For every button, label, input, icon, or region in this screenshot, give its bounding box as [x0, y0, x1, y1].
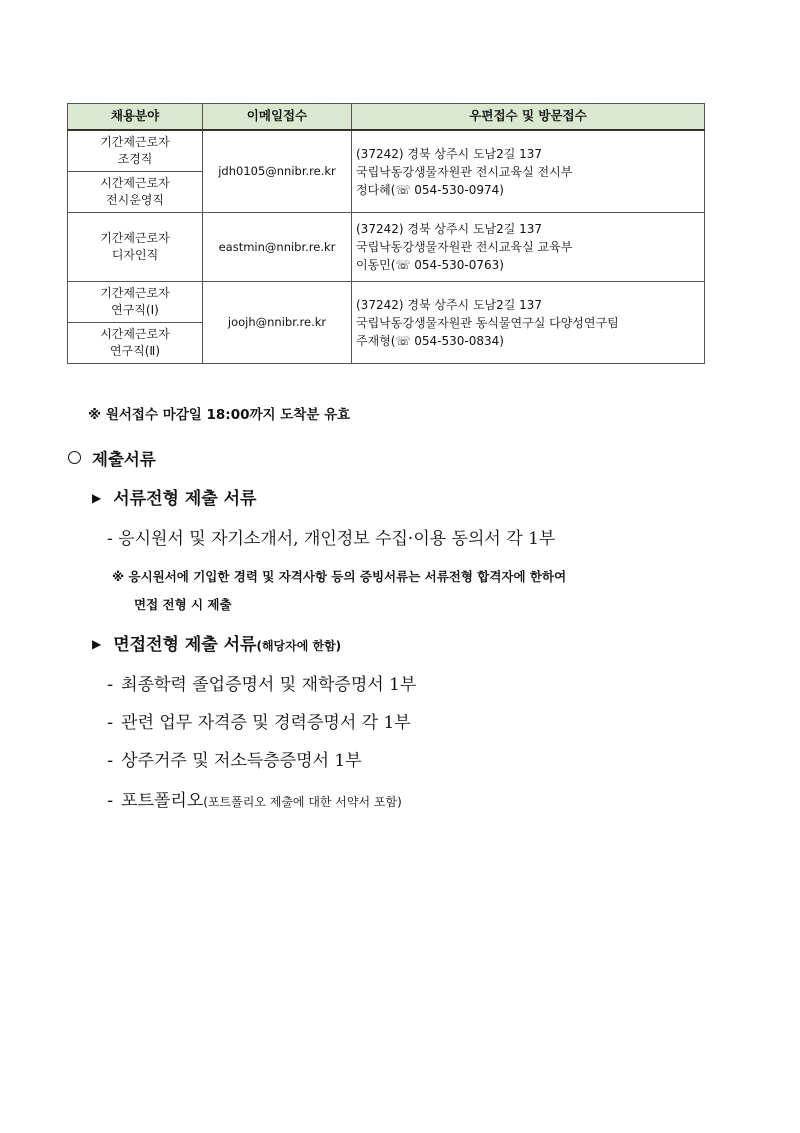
address-line: 국립낙동강생물자원관 동식물연구실 다양성연구팀	[356, 315, 619, 330]
header-field: 채용분야	[68, 104, 203, 131]
address-line: (37242) 경북 상주시 도남2길 137	[356, 146, 543, 161]
section-title-text: 제출서류	[92, 450, 156, 469]
address-cell	[352, 130, 705, 213]
field-cell	[68, 213, 203, 282]
field-line: 기간제근로자	[100, 134, 170, 149]
table-header-row	[68, 104, 705, 131]
interview-item-text: 관련 업무 자격증 및 경력증명서 각 1부	[121, 713, 411, 733]
address-cell	[352, 282, 705, 364]
field-cell	[68, 282, 203, 323]
field-line: 디자인직	[111, 248, 159, 262]
table-row	[68, 130, 705, 172]
field-line: 전시운영직	[106, 193, 164, 207]
interview-item-text: 최종학력 졸업증명서 및 재학증명서 1부	[121, 675, 417, 695]
doc-screening-heading	[92, 484, 256, 509]
deadline-note: ※ 원서접수 마감일 18:00까지 도착분 유효	[88, 407, 351, 423]
table-row	[68, 282, 705, 323]
field-cell	[68, 172, 203, 213]
note-line: ※ 응시원서에 기입한 경력 및 자격사항 등의 증빙서류는 서류전형 합격자에 한하여	[112, 569, 567, 584]
portfolio-text: 포트폴리오	[121, 791, 204, 811]
field-line: 시간제근로자	[100, 175, 170, 190]
header-email: 이메일접수	[203, 104, 352, 131]
header-mail-visit: 우편접수 및 방문접수	[352, 104, 705, 131]
doc-screening-title: 서류전형 제출 서류	[113, 489, 257, 509]
interview-heading	[92, 630, 341, 655]
interview-item: - 관련 업무 자격증 및 경력증명서 각 1부	[107, 713, 411, 733]
address-line: (37242) 경북 상주시 도남2길 137	[356, 222, 543, 236]
contact-line: 정다혜(☏ 054-530-0974)	[356, 182, 504, 197]
circle-bullet-icon	[68, 451, 81, 464]
triangle-bullet-icon: ▶	[92, 491, 102, 505]
section-title	[68, 446, 156, 470]
field-line: 기간제근로자	[100, 285, 170, 300]
interview-item: - 포트폴리오(포트폴리오 제출에 대한 서약서 포함)	[107, 791, 402, 811]
field-line: 기간제근로자	[100, 230, 170, 245]
field-line: 연구직(Ⅰ)	[111, 303, 159, 317]
interview-title-suffix: (해당자에 한함)	[256, 639, 342, 653]
address-cell	[352, 213, 705, 282]
triangle-bullet-icon: ▶	[92, 637, 102, 651]
email-cell: jdh0105@nnibr.re.kr	[203, 130, 352, 213]
interview-item: - 상주거주 및 저소득층증명서 1부	[107, 751, 362, 771]
field-line: 시간제근로자	[100, 326, 170, 341]
field-line: 연구직(Ⅱ)	[109, 344, 161, 358]
doc-screening-item: - 응시원서 및 자기소개서, 개인정보 수집·이용 동의서 각 1부	[107, 529, 556, 549]
field-cell	[68, 323, 203, 364]
interview-title: 면접전형 제출 서류	[113, 635, 257, 655]
email-cell: joojh@nnibr.re.kr	[203, 282, 352, 364]
application-table	[67, 103, 705, 364]
contact-line: 이동민(☏ 054-530-0763)	[356, 258, 504, 272]
contact-line: 주재형(☏ 054-530-0834)	[356, 333, 504, 348]
address-line: 국립낙동강생물자원관 전시교육실 전시부	[356, 164, 573, 179]
doc-screening-note	[112, 563, 566, 619]
interview-item: - 최종학력 졸업증명서 및 재학증명서 1부	[107, 675, 417, 695]
field-cell	[68, 130, 203, 172]
email-cell: eastmin@nnibr.re.kr	[203, 213, 352, 282]
table-row	[68, 213, 705, 282]
interview-item-text: 상주거주 및 저소득층증명서 1부	[121, 751, 362, 771]
portfolio-suffix: (포트폴리오 제출에 대한 서약서 포함)	[203, 795, 402, 809]
field-line: 조경직	[117, 152, 153, 166]
address-line: (37242) 경북 상주시 도남2길 137	[356, 297, 543, 312]
address-line: 국립낙동강생물자원관 전시교육실 교육부	[356, 240, 573, 254]
note-line: 면접 전형 시 제출	[134, 597, 232, 612]
